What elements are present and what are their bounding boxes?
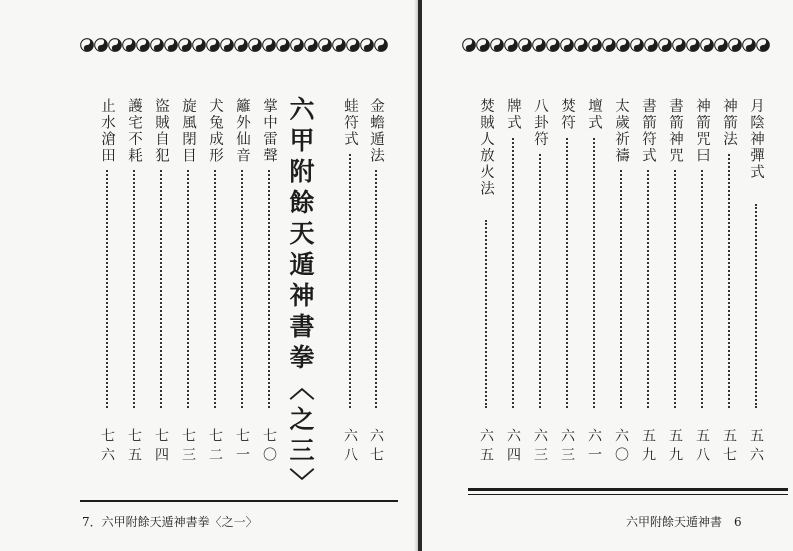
dot-leader bbox=[214, 170, 216, 408]
toc-entry bbox=[610, 98, 632, 468]
yin-yang-icon bbox=[346, 38, 360, 52]
yin-yang-icon bbox=[588, 38, 602, 52]
toc-entry-title: 掌中雷聲 bbox=[261, 98, 277, 164]
yin-yang-icon bbox=[602, 38, 616, 52]
toc-entry-title: 神箭咒曰 bbox=[694, 98, 710, 164]
toc-entry-title: 止水滄田 bbox=[99, 98, 115, 164]
toc-entry bbox=[556, 98, 578, 468]
toc-entry-title: 月陰神彈式 bbox=[748, 98, 764, 181]
dot-leader bbox=[268, 170, 270, 408]
yin-yang-icon bbox=[80, 38, 94, 52]
toc-entry-page: 七五 bbox=[126, 428, 142, 466]
dot-leader bbox=[485, 220, 487, 408]
yin-yang-icon bbox=[332, 38, 346, 52]
yin-yang-icon bbox=[700, 38, 714, 52]
yin-yang-icon bbox=[672, 38, 686, 52]
yin-yang-icon bbox=[206, 38, 220, 52]
toc-entry-title: 太歲祈禱 bbox=[613, 98, 629, 164]
yin-yang-icon bbox=[164, 38, 178, 52]
footer-rule bbox=[80, 500, 398, 502]
toc-entry-page: 五七 bbox=[721, 428, 737, 466]
yin-yang-icon bbox=[150, 38, 164, 52]
yin-yang-icon bbox=[742, 38, 756, 52]
toc-entry bbox=[204, 98, 226, 468]
toc-entry bbox=[96, 98, 118, 468]
yin-yang-icon bbox=[518, 38, 532, 52]
toc-entry-page: 六七 bbox=[368, 428, 384, 466]
toc-entry bbox=[583, 98, 605, 468]
toc-entry bbox=[745, 98, 767, 468]
yin-yang-icon bbox=[290, 38, 304, 52]
toc-entry-page: 六三 bbox=[532, 428, 548, 466]
toc-entry-page: 六五 bbox=[478, 428, 494, 466]
toc-entry bbox=[637, 98, 659, 468]
yin-yang-icon bbox=[686, 38, 700, 52]
dot-leader bbox=[106, 170, 108, 408]
yin-yang-icon bbox=[374, 38, 388, 52]
dot-leader bbox=[728, 154, 730, 408]
yin-yang-icon bbox=[532, 38, 546, 52]
toc-entry-page: 五九 bbox=[667, 428, 683, 466]
dot-leader bbox=[647, 170, 649, 408]
toc-entry-title: 金蟾遁法 bbox=[368, 98, 384, 164]
dot-leader bbox=[349, 154, 351, 408]
dot-leader bbox=[133, 170, 135, 408]
toc-entry-page: 七六 bbox=[99, 428, 115, 466]
yin-yang-icon bbox=[304, 38, 318, 52]
yin-yang-icon bbox=[192, 38, 206, 52]
yin-yang-icon bbox=[658, 38, 672, 52]
toc-entry-page: 六一 bbox=[586, 428, 602, 466]
toc-entry-title: 籬外仙音 bbox=[234, 98, 250, 164]
toc-entry-title: 牌式 bbox=[505, 98, 521, 131]
yin-yang-icon bbox=[616, 38, 630, 52]
yin-yang-icon bbox=[462, 38, 476, 52]
toc-entry-page: 七二 bbox=[207, 428, 223, 466]
toc-entry-page: 七四 bbox=[153, 428, 169, 466]
toc-entry bbox=[718, 98, 740, 468]
toc-entry-title: 盜賊自犯 bbox=[153, 98, 169, 164]
yin-yang-icon bbox=[276, 38, 290, 52]
toc-entry bbox=[177, 98, 199, 468]
dot-leader bbox=[160, 170, 162, 408]
dot-leader bbox=[512, 138, 514, 408]
right-page bbox=[422, 0, 793, 551]
yin-yang-icon bbox=[108, 38, 122, 52]
yin-yang-icon bbox=[490, 38, 504, 52]
toc-entry bbox=[123, 98, 145, 468]
yin-yang-icon bbox=[248, 38, 262, 52]
yin-yang-icon bbox=[504, 38, 518, 52]
yin-yang-icon bbox=[574, 38, 588, 52]
yin-yang-icon bbox=[136, 38, 150, 52]
yin-yang-border-right bbox=[462, 38, 770, 52]
dot-leader bbox=[674, 170, 676, 408]
yin-yang-icon bbox=[94, 38, 108, 52]
toc-entry-title: 焚符 bbox=[559, 98, 575, 131]
yin-yang-icon bbox=[360, 38, 374, 52]
yin-yang-icon bbox=[630, 38, 644, 52]
toc-entry-title: 壇式 bbox=[586, 98, 602, 131]
toc-entry bbox=[475, 98, 497, 468]
toc-entry bbox=[231, 98, 253, 468]
yin-yang-icon bbox=[220, 38, 234, 52]
dot-leader bbox=[241, 170, 243, 408]
toc-entry-page: 六四 bbox=[505, 428, 521, 466]
yin-yang-icon bbox=[644, 38, 658, 52]
yin-yang-icon bbox=[756, 38, 770, 52]
running-footer: 六甲附餘天遁神書 6 bbox=[626, 515, 742, 529]
toc-entry-title: 犬兔成形 bbox=[207, 98, 223, 164]
dot-leader bbox=[755, 204, 757, 408]
yin-yang-icon bbox=[262, 38, 276, 52]
toc-entry-title: 神箭法 bbox=[721, 98, 737, 148]
toc-entry bbox=[365, 98, 387, 468]
dot-leader bbox=[539, 154, 541, 408]
yin-yang-icon bbox=[318, 38, 332, 52]
yin-yang-icon bbox=[714, 38, 728, 52]
dot-leader bbox=[593, 138, 595, 408]
toc-entry-title: 八卦符 bbox=[532, 98, 548, 148]
toc-entry-page: 五八 bbox=[694, 428, 710, 466]
toc-entry bbox=[529, 98, 551, 468]
toc-entry-page: 七〇 bbox=[261, 428, 277, 466]
yin-yang-icon bbox=[546, 38, 560, 52]
dot-leader bbox=[375, 170, 377, 408]
toc-entry-page: 六〇 bbox=[613, 428, 629, 466]
dot-leader bbox=[620, 170, 622, 408]
toc-entry bbox=[502, 98, 524, 468]
yin-yang-icon bbox=[122, 38, 136, 52]
toc-entry bbox=[339, 98, 361, 468]
toc-entry-title: 護宅不耗 bbox=[126, 98, 142, 164]
toc-entry bbox=[664, 98, 686, 468]
toc-entry bbox=[150, 98, 172, 468]
toc-entry bbox=[691, 98, 713, 468]
footer-rule-thin bbox=[468, 494, 788, 495]
section-heading: 六甲附餘天遁神書拳〈之三〉 bbox=[286, 96, 315, 499]
toc-entry-page: 七一 bbox=[234, 428, 250, 466]
dot-leader bbox=[187, 170, 189, 408]
yin-yang-border-left bbox=[80, 38, 388, 52]
toc-entry-title: 書箭神咒 bbox=[667, 98, 683, 164]
toc-entry-page: 五九 bbox=[640, 428, 656, 466]
toc-entry-title: 旋風閉目 bbox=[180, 98, 196, 164]
toc-entry-page: 六八 bbox=[342, 428, 358, 466]
yin-yang-icon bbox=[728, 38, 742, 52]
dot-leader bbox=[566, 138, 568, 408]
toc-entry-title: 書箭符式 bbox=[640, 98, 656, 164]
toc-entry-page: 六三 bbox=[559, 428, 575, 466]
running-footer: 7．六甲附餘天遁神書拳〈之一〉 bbox=[82, 515, 258, 529]
toc-entry-page: 七三 bbox=[180, 428, 196, 466]
yin-yang-icon bbox=[560, 38, 574, 52]
footer-rule-thick bbox=[468, 488, 788, 491]
toc-entry bbox=[258, 98, 280, 468]
yin-yang-icon bbox=[476, 38, 490, 52]
yin-yang-icon bbox=[178, 38, 192, 52]
toc-entry-title: 蛙符式 bbox=[342, 98, 358, 148]
dot-leader bbox=[701, 170, 703, 408]
yin-yang-icon bbox=[234, 38, 248, 52]
toc-entry-page: 五六 bbox=[748, 428, 764, 466]
toc-entry-title: 焚賊人放火法 bbox=[478, 98, 494, 197]
